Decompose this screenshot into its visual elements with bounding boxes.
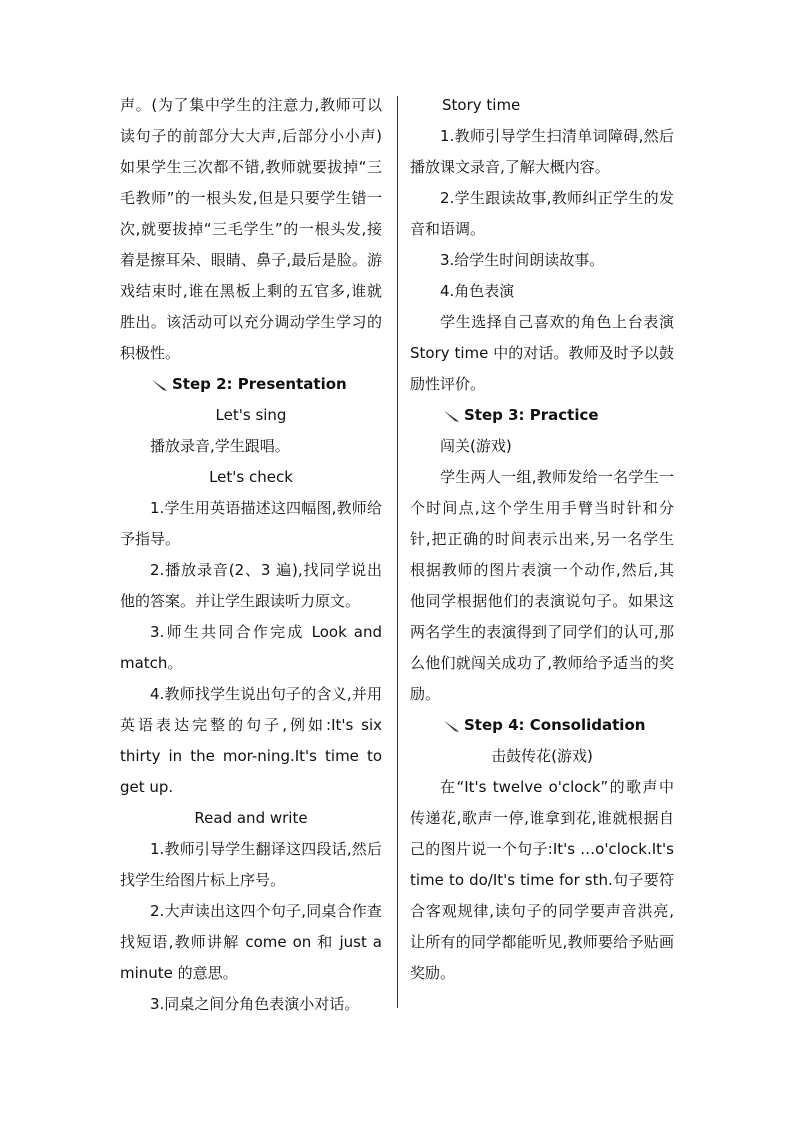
column-divider: [397, 96, 398, 1008]
read-write-item-3: 3.同桌之间分角色表演小对话。: [150, 995, 360, 1013]
pen-icon: [442, 719, 460, 733]
story-item-2: 2.学生跟读故事,教师纠正学生的发音和语调。: [410, 189, 674, 238]
lets-check-heading: Let's check: [209, 468, 293, 486]
game-2-desc: 在“It's twelve o'clock”的歌声中传递花,歌声一停,谁拿到花,谁就根据自己的图片说一个句子:It's …o'clock.It's time to do/It's time for sth.句子要符合客观规律,读句子的同学要声音洪亮,让所有的同学都能听见,教师要给予贴画奖励。: [410, 778, 674, 982]
right-column: [410, 90, 674, 989]
read-write-item-1: 1.教师引导学生翻译这四段话,然后找学生给图片标上序号。: [120, 840, 382, 889]
story-item-3: 3.给学生时间朗读故事。: [440, 251, 605, 269]
story-time-heading: Story time: [442, 96, 521, 114]
lets-sing-desc: 播放录音,学生跟唱。: [150, 437, 290, 455]
step-3-heading: [410, 400, 674, 431]
step-3-title: Step 3: Practice: [464, 406, 599, 424]
story-item-5: 学生选择自己喜欢的角色上台表演 Story time 中的对话。教师及时予以鼓励性评价。: [410, 313, 674, 393]
pen-icon: [150, 378, 168, 392]
step-4-title: Step 4: Consolidation: [464, 716, 646, 734]
step-4-heading: [410, 710, 674, 741]
lets-sing-heading: Let's sing: [215, 406, 287, 424]
story-item-4: 4.角色表演: [440, 282, 515, 300]
check-item-3: 3.师生共同合作完成 Look and match。: [120, 623, 382, 672]
left-column: [120, 90, 382, 1020]
game-1-title: 闯关(游戏): [440, 437, 512, 455]
story-item-1: 1.教师引导学生扫清单词障碍,然后播放课文录音,了解大概内容。: [410, 127, 674, 176]
game-1-desc: 学生两人一组,教师发给一名学生一个时间点,这个学生用手臂当时针和分针,把正确的时间表示出来,另一名学生根据教师的图片表演一个动作,然后,其他同学根据他们的表演说句子。如果这两名学生的表演得到了同学们的认可,那么他们就闯关成功了,教师给予适当的奖励。: [410, 468, 674, 703]
check-item-2: 2.播放录音(2、3 遍),找同学说出他的答案。并让学生跟读听力原文。: [120, 561, 382, 610]
game-2-title: 击鼓传花(游戏): [491, 747, 593, 765]
pen-icon: [442, 409, 460, 423]
step-2-title: Step 2: Presentation: [172, 375, 347, 393]
read-write-item-2: 2.大声读出这四个句子,同桌合作查找短语,教师讲解 come on 和 just a minute 的意思。: [120, 902, 382, 982]
check-item-4: 4.教师找学生说出句子的含义,并用英语表达完整的句子,例如:It's six thirty in the mor-ning.It's time to get up.: [120, 685, 382, 796]
read-write-heading: Read and write: [194, 809, 308, 827]
step-2-heading: [120, 369, 382, 400]
paragraph-intro: 声。(为了集中学生的注意力,教师可以读句子的前部分大大声,后部分小小声)如果学生三次都不错,教师就要拔掉“三毛教师”的一根头发,但是只要学生错一次,就要拔掉“三毛学生”的一根头发,接着是擦耳朵、眼睛、鼻子,最后是脸。游戏结束时,谁在黑板上剩的五官多,谁就胜出。该活动可以充分调动学生学习的积极性。: [120, 96, 382, 362]
check-item-1: 1.学生用英语描述这四幅图,教师给予指导。: [120, 499, 382, 548]
